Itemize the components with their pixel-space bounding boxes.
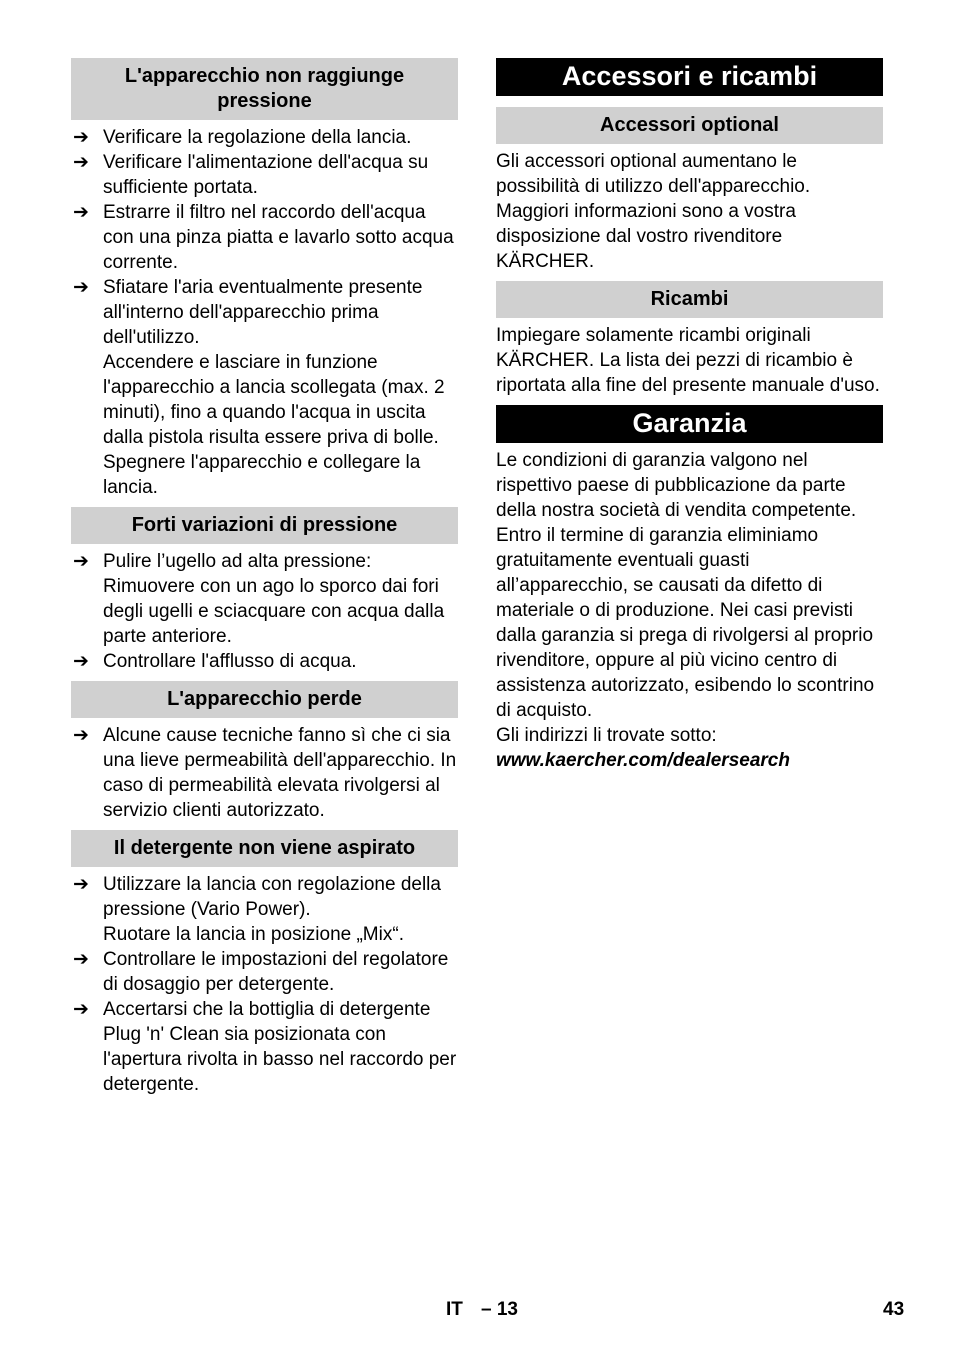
list-item	[71, 649, 458, 674]
bullet-list	[71, 125, 458, 500]
list-item	[71, 947, 458, 997]
section-heading: L'apparecchio perde	[71, 681, 458, 718]
dealer-search-link[interactable]: www.kaercher.com/dealersearch	[496, 750, 790, 771]
right-arrow-icon: ➔	[73, 949, 89, 970]
section-heading: Forti variazioni di pressione	[71, 507, 458, 544]
list-item	[71, 275, 458, 500]
list-item-text: Pulire l’ugello ad alta pressione: Rimuovere con un ago lo sporco dai fori degli ugelli e sciacquare con acqua dalla parte anteriore.	[103, 551, 445, 647]
list-item-text: Utilizzare la lancia con regolazione della pressione (Vario Power).	[103, 874, 441, 920]
list-item-text: Sfiatare l'aria eventualmente presente all'interno dell'apparecchio prima dell'utilizzo.	[103, 277, 423, 348]
left-column	[71, 58, 458, 1097]
chapter-heading-warranty: Garanzia	[496, 405, 883, 443]
footer-section-page: – 13	[481, 1299, 518, 1320]
right-arrow-icon: ➔	[73, 874, 89, 895]
section-heading: L'apparecchio non raggiunge pressione	[71, 58, 458, 120]
list-item-text: Verificare la regolazione della lancia.	[103, 127, 412, 148]
list-item	[71, 125, 458, 150]
right-arrow-icon: ➔	[73, 725, 89, 746]
right-arrow-icon: ➔	[73, 651, 89, 672]
right-column	[496, 58, 883, 773]
list-item	[71, 200, 458, 275]
section-heading-optional: Accessori optional	[496, 107, 883, 144]
right-arrow-icon: ➔	[73, 999, 89, 1020]
list-item-text: Alcune cause tecniche fanno sì che ci sia una lieve permeabilità dell'apparecchio. In caso di permeabilità elevata rivolgersi al servizio clienti autorizzato.	[103, 725, 457, 821]
right-arrow-icon: ➔	[73, 152, 89, 173]
optional-paragraph: Gli accessori optional aumentano le possibilità di utilizzo dell'apparecchio. Maggiori informazioni sono a vostra disposizione dal vostro rivenditore KÄRCHER.	[496, 151, 811, 272]
list-item-text: Controllare le impostazioni del regolatore di dosaggio per detergente.	[103, 949, 449, 995]
list-item-text: Controllare l'afflusso di acqua.	[103, 651, 357, 672]
footer-page-number: 43	[883, 1299, 905, 1320]
list-item	[71, 549, 458, 649]
list-item	[71, 723, 458, 823]
list-item-continuation: Ruotare la lancia in posizione „Mix“.	[103, 924, 404, 945]
bullet-list	[71, 723, 458, 823]
footer-language: IT	[446, 1299, 463, 1320]
bullet-list	[71, 872, 458, 1097]
list-item	[71, 150, 458, 200]
right-arrow-icon: ➔	[73, 127, 89, 148]
bullet-list	[71, 549, 458, 674]
right-arrow-icon: ➔	[73, 551, 89, 572]
spares-paragraph: Impiegare solamente ricambi originali KÄRCHER. La lista dei pezzi di ricambio è riportata alla fine del presente manuale d'uso.	[496, 325, 880, 396]
list-item-continuation: Accendere e lasciare in funzione l'apparecchio a lancia scollegata (max. 2 minuti), fino a quando l'acqua in uscita dalla pistola risulta essere priva di bolle. Spegnere l'apparecchio e collegare la lancia.	[103, 352, 445, 498]
list-item	[71, 997, 458, 1097]
list-item-text: Estrarre il filtro nel raccordo dell'acqua con una pinza piatta e lavarlo sotto acqua corrente.	[103, 202, 454, 273]
section-heading-spares: Ricambi	[496, 281, 883, 318]
right-arrow-icon: ➔	[73, 202, 89, 223]
chapter-heading-accessories: Accessori e ricambi	[496, 58, 883, 96]
list-item	[71, 872, 458, 947]
list-item-text: Verificare l'alimentazione dell'acqua su sufficiente portata.	[103, 152, 429, 198]
warranty-paragraph: Le condizioni di garanzia valgono nel rispettivo paese di pubblicazione da parte della nostra società di vendita competente. Entro il termine di garanzia eliminiamo gratuitamente eventuali guasti all’apparecchio, se causati da difetto di materiale o di produzione. Nei casi previsti dalla garanzia si prega di rivolgersi al proprio rivenditore, oppure al più vicino centro di assistenza autorizzato, esibendo lo scontrino di acquisto.	[496, 450, 875, 721]
section-heading: Il detergente non viene aspirato	[71, 830, 458, 867]
warranty-address-text: Gli indirizzi li trovate sotto:	[496, 725, 717, 746]
right-arrow-icon: ➔	[73, 277, 89, 298]
list-item-text: Accertarsi che la bottiglia di detergente Plug 'n' Clean sia posizionata con l'apertura rivolta in basso nel raccordo per detergente.	[103, 999, 457, 1095]
